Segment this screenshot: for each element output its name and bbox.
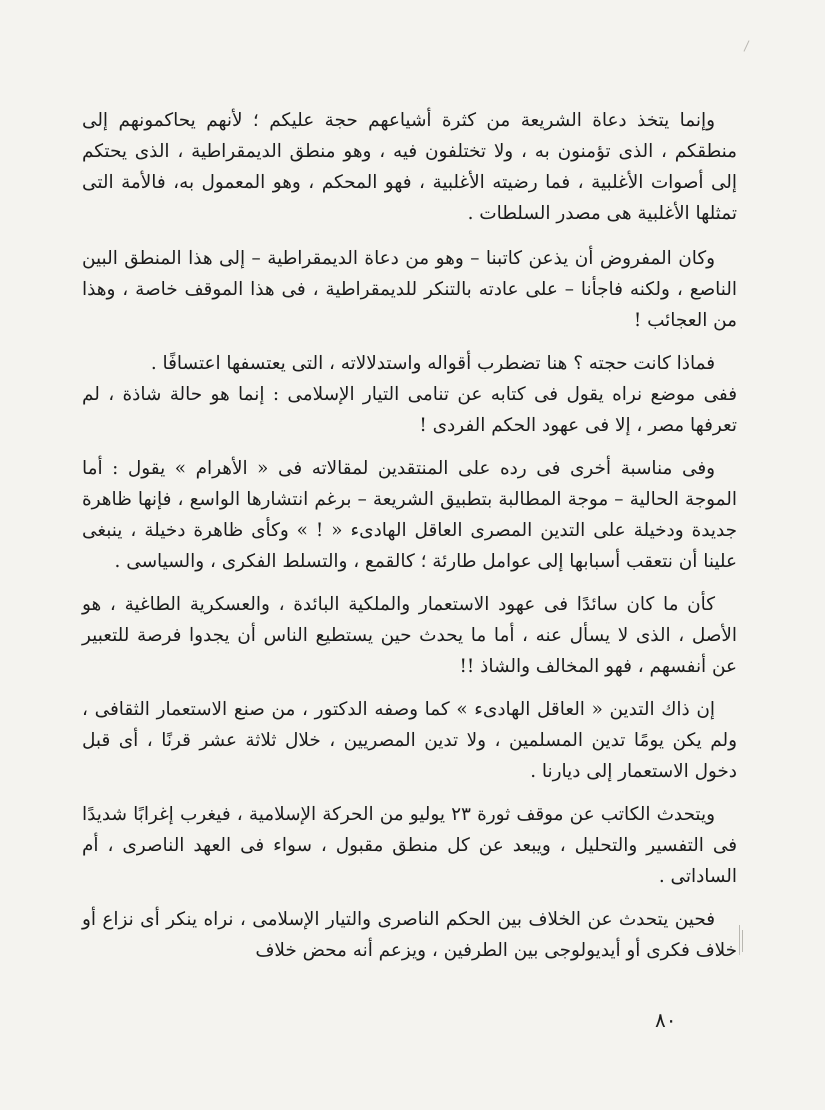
paragraph-1	[82, 105, 737, 229]
page-number: ٨٠	[655, 1008, 677, 1032]
paragraph-5-text: وفى مناسبة أخرى فى رده على المنتقدين لمقالاته فى « الأهرام » يقول : أما الموجة الحالية – موجة المطالبة بتطبيق الشريعة – برغم انتشارها الواسع ، فإنها ظاهرة جديدة ودخيلة على التدين المصرى العاقل الهادىء « ! » وكأى ظاهرة دخيلة ، ينبغى علينا أن نتعقب أسبابها إلى عوامل طارئة ؛ كالقمع ، والتسلط الفكرى ، والسياسى .	[82, 458, 737, 572]
paragraph-3-text: فماذا كانت حجته ؟ هنا تضطرب أقواله واستدلالاته ، التى يعتسفها اعتسافًا .	[150, 353, 715, 374]
paragraph-7	[82, 694, 737, 787]
paragraph-6	[82, 589, 737, 682]
paragraph-5	[82, 453, 737, 577]
paragraph-9-text: فحين يتحدث عن الخلاف بين الحكم الناصرى والتيار الإسلامى ، نراه ينكر أى نزاع أو خلاف فكرى أو أيديولوجى بين الطرفين ، ويزعم أنه محض خلاف	[82, 909, 737, 961]
paragraph-3	[82, 348, 737, 379]
paragraph-4-text: ففى موضع نراه يقول فى كتابه عن تنامى التيار الإسلامى : إنما هو حالة شاذة ، لم تعرفها مصر ، إلا فى عهود الحكم الفردى !	[82, 384, 737, 436]
paragraph-4	[82, 379, 737, 441]
paragraph-8-text: ويتحدث الكاتب عن موقف ثورة ٢٣ يوليو من الحركة الإسلامية ، فيغرب إغرابًا شديدًا فى التفسير والتحليل ، ويبعد عن كل منطق مقبول ، سواء فى العهد الناصرى ، أم الساداتى .	[82, 804, 737, 887]
paragraph-2	[82, 243, 737, 336]
paragraph-7-text: إن ذاك التدين « العاقل الهادىء » كما وصفه الدكتور ، من صنع الاستعمار الثقافى ، ولم يكن يومًا تدين المسلمين ، ولا تدين المصريين ، خلال ثلاثة عشر قرنًا ، أى قبل دخول الاستعمار إلى ديارنا .	[82, 699, 737, 782]
paragraph-2-text: وكان المفروض أن يذعن كاتبنا – وهو من دعاة الديمقراطية – إلى هذا المنطق البين الناصع ، ولكنه فاجأنا – على عادته بالتنكر للديمقراطية ، فى هذا الموقف خاصة ، وهذا من العجائب !	[82, 248, 737, 331]
scan-mark-margin-a	[739, 925, 740, 955]
paragraph-8	[82, 799, 737, 892]
paragraph-9	[82, 904, 737, 966]
paragraph-1-text: وإنما يتخذ دعاة الشريعة من كثرة أشياعهم حجة عليكم ؛ لأنهم يحاكمونهم إلى منطقكم ، الذى تؤمنون به ، ولا تختلفون فيه ، وهو منطق الديمقراطية ، الذى يحتكم إلى أصوات الأغلبية ، فما رضيته الأغلبية ، فهو المحكم ، وهو المعمول به، فالأمة التى تمثلها الأغلبية هى مصدر السلطات .	[82, 110, 737, 224]
scan-mark-margin-b	[742, 930, 743, 952]
scan-mark-top	[744, 40, 750, 51]
page-body	[82, 105, 737, 966]
paragraph-6-text: كأن ما كان سائدًا فى عهود الاستعمار والملكية البائدة ، والعسكرية الطاغية ، هو الأصل ، الذى لا يسأل عنه ، أما ما يحدث حين يستطيع الناس أن يجدوا فرصة للتعبير عن أنفسهم ، فهو المخالف والشاذ !!	[82, 594, 737, 677]
